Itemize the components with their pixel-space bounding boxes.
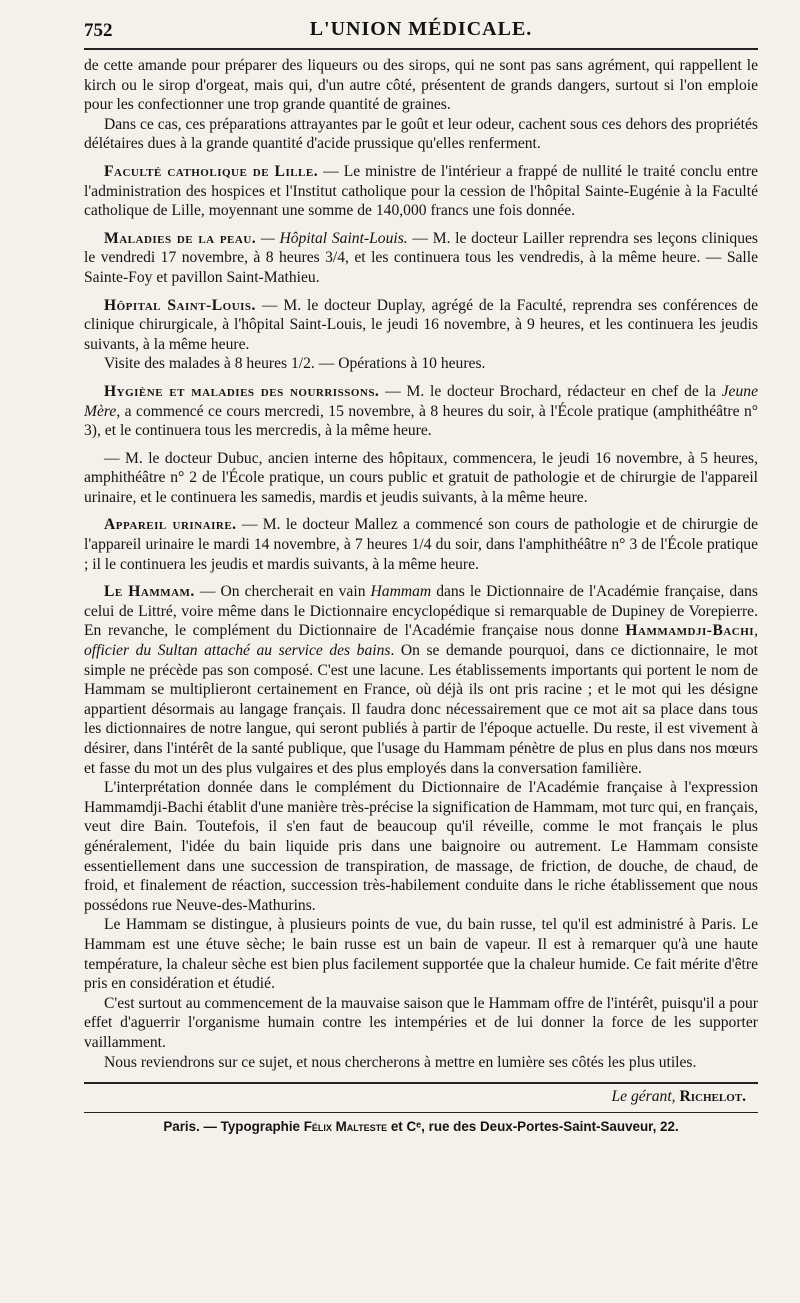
paragraph-conclusion bbox=[84, 1053, 758, 1073]
paragraph-text: Le Hammam se distingue, à plusieurs points de vue, du bain russe, tel qu'il est administré à Paris. Le Hammam est une étuve sèche; le bain russe est un bain de vapeur. Il est à remarquer qu'à une haute température, la chaleur sèche est bien plus facilement supportée que la chaleur humide. Ce fait mérite d'être pris en considération et étudié. bbox=[84, 916, 758, 993]
paragraph-le-hammam bbox=[84, 582, 758, 778]
header-rule bbox=[84, 48, 758, 50]
paragraph-appareil-urinaire bbox=[84, 515, 758, 574]
imprint-text: Paris. — Typographie bbox=[163, 1119, 304, 1135]
italic-definition: , officier du Sultan attaché au service des bains bbox=[84, 622, 758, 660]
paragraph-prussic-acid bbox=[84, 115, 758, 154]
paragraph-text: Nous reviendrons sur ce sujet, et nous chercherons à mettre en lumière ses côtés les plus utiles. bbox=[104, 1053, 697, 1071]
page-number: 752 bbox=[84, 20, 113, 41]
paragraph-text: Dans ce cas, ces préparations attrayantes par le goût et leur odeur, cachent sous ces dehors des propriétés délétaires dues à la grande quantité d'acide prussique qu'elles renferment. bbox=[84, 115, 758, 153]
paragraph-text: de cette amande pour préparer des liqueurs ou des sirops, qui ne sont pas sans agrément, qui rappellent le kirch ou le sirop d'orgeat, mais qui, d'un autre côté, présentent de grands dangers, surtout si l'on emploie pour les confectionner une trop grande quantité de graines. bbox=[84, 57, 758, 114]
hospital-name: — Hôpital Saint-Louis. bbox=[256, 229, 408, 247]
paragraph-interpretation bbox=[84, 778, 758, 915]
paragraph-text: — Le ministre de l'intérieur a frappé de nullité le traité conclu entre l'administration des hospices et l'Institut catholique pour la cession de l'hôpital Sainte-Eugénie à la Faculté catholique de Lille, moyennant une somme de 140,000 francs une fois donnée. bbox=[84, 162, 758, 220]
paragraph-text: — On chercherait en vain bbox=[194, 583, 371, 601]
paragraph-text: . On se demande pourquoi, dans ce dictionnaire, le mot simple ne précède pas son composé. C'est une lacune. Les établissements importants qui portent le nom de Hammam se multiplieront certainement en France, où déjà ils ont pris racine ; et le mot qui les désigne appartient désormais au langage français. Il faudra donc nécessairement que ce mot ait sa place dans tous les dictionnaires de notre langue, qui seront publiés à partir de l'époque actuelle. Du reste, il est vivement à désirer, dans l'intérêt de la santé publique, que l'usage du Hammam pénètre de plus en plus dans nos mœurs et fasse du mot un des plus vulgaires et des plus employés dans la conversation familière. bbox=[84, 642, 758, 777]
section-heading: Faculté catholique de Lille. bbox=[104, 162, 319, 180]
paragraph-dubuc bbox=[84, 449, 758, 508]
imprint-rule bbox=[84, 1112, 758, 1113]
paragraph-text: , a commencé ce cours mercredi, 15 novembre, à 8 heures du soir, à l'École pratique (amphithéâtre n° 3), et le continuera tous les mercredis, à la même heure. bbox=[84, 402, 758, 440]
paragraph-text: Visite des malades à 8 heures 1/2. — Opérations à 10 heures. bbox=[104, 355, 486, 373]
gerant-name: Richelot. bbox=[679, 1088, 746, 1106]
paragraph-text: — M. le docteur Mallez a commencé son cours de pathologie et de chirurgie de l'appareil urinaire le mardi 14 novembre, à 7 heures 1/4 du soir, dans l'amphithéâtre n° 3 de l'École pratique ; il le continuera les jeudis et mardis suivants, à la même heure. bbox=[84, 516, 759, 573]
paragraph-bain-russe bbox=[84, 915, 758, 993]
footer-rule bbox=[84, 1082, 758, 1084]
paragraph-hygiene-nourrissons bbox=[84, 382, 758, 441]
paragraph-text: — M. le docteur Dubuc, ancien interne des hôpitaux, commencera, le jeudi 16 novembre, à 5 heures, amphithéâtre n° 2 de l'École pratique, un cours public et gratuit de pathologie et de chirurgie de l'appareil urinaire, et le continuera les samedis, mardis et jeudis suivants, à la même heure. bbox=[84, 449, 758, 506]
paragraph-text: L'interprétation donnée dans le complément du Dictionnaire de l'Académie française à l'expression Hammamdji-Bachi établit d'une manière très-précise la signification de Hammam, mot turc qui, en français, veut dire Bain. Toutefois, il s'en faut de beaucoup qu'il réveille, comme le mot français le plus généralement, l'idée du bain liquide pris dans une baignoire ou autrement. Le Hammam consiste essentiellement dans une succession de transpiration, de massage, de friction, de douche, de chaud, de froid, et finalement de réaction, succession très-habilement conduite dans le riche établissement que nous possédons rue Neuve-des-Mathurins. bbox=[84, 779, 758, 914]
section-heading: Hôpital Saint-Louis. bbox=[104, 296, 256, 314]
paragraph-amande-continuation bbox=[84, 56, 758, 115]
paragraph-visite-malades bbox=[84, 354, 758, 374]
paragraph-text: C'est surtout au commencement de la mauvaise saison que le Hammam offre de l'intérêt, puisqu'il a pour effet d'aguerrir l'organisme humain contre les intempéries et de lui donner la force de les supporter vaillamment. bbox=[84, 994, 758, 1051]
printer-imprint bbox=[84, 1119, 758, 1134]
paragraph-maladies-peau bbox=[84, 229, 758, 288]
journal-title: L'UNION MÉDICALE. bbox=[309, 18, 533, 40]
section-heading: Hygiène et maladies des nourrissons. bbox=[104, 382, 380, 400]
gerant-label: Le gérant, bbox=[611, 1088, 676, 1106]
paragraph-text: — M. le docteur Duplay, agrégé de la Faculté, reprendra ses conférences de clinique chirurgicale, à l'hôpital Saint-Louis, le jeudi 16 novembre, à 9 heures, et les continuera les jeudis suivants, à la même heure. bbox=[84, 296, 758, 353]
journal-name: Jeune Mère bbox=[84, 382, 758, 420]
section-heading: Appareil urinaire. bbox=[104, 516, 237, 534]
printer-name: Félix Malteste bbox=[303, 1119, 388, 1135]
paragraph-mauvaise-saison bbox=[84, 994, 758, 1053]
section-heading: Le Hammam. bbox=[104, 583, 195, 601]
paragraph-text: — M. le docteur Brochard, rédacteur en chef de la bbox=[379, 382, 722, 400]
running-head bbox=[84, 14, 758, 48]
section-heading: Maladies de la peau. bbox=[104, 229, 257, 247]
paragraph-text: dans le Dictionnaire de l'Académie française, dans celui de Littré, voire même dans le Dictionnaire encyclopédique si remarquable de Dupiney de Vorepierre. En revanche, le complément du Dictionnaire de l'Académie française nous donne bbox=[84, 583, 759, 640]
paragraph-text: — M. le docteur Lailler reprendra ses leçons cliniques le vendredi 17 novembre, à 8 heures 3/4, et les continuera tous les vendredis, à la même heure. — Salle Sainte-Foy et pavillon Saint-Mathieu. bbox=[84, 229, 758, 286]
imprint-text: et Cᵉ, rue des Deux-Portes-Saint-Sauveur, 22. bbox=[387, 1119, 679, 1135]
gerant-signature bbox=[84, 1088, 758, 1106]
term-smallcaps: Hammamdji-Bachi bbox=[625, 622, 755, 640]
paragraph-faculte-lille bbox=[84, 162, 758, 221]
article-body bbox=[84, 56, 758, 1072]
italic-term: Hammam bbox=[370, 583, 432, 601]
paragraph-hopital-saint-louis bbox=[84, 296, 758, 355]
